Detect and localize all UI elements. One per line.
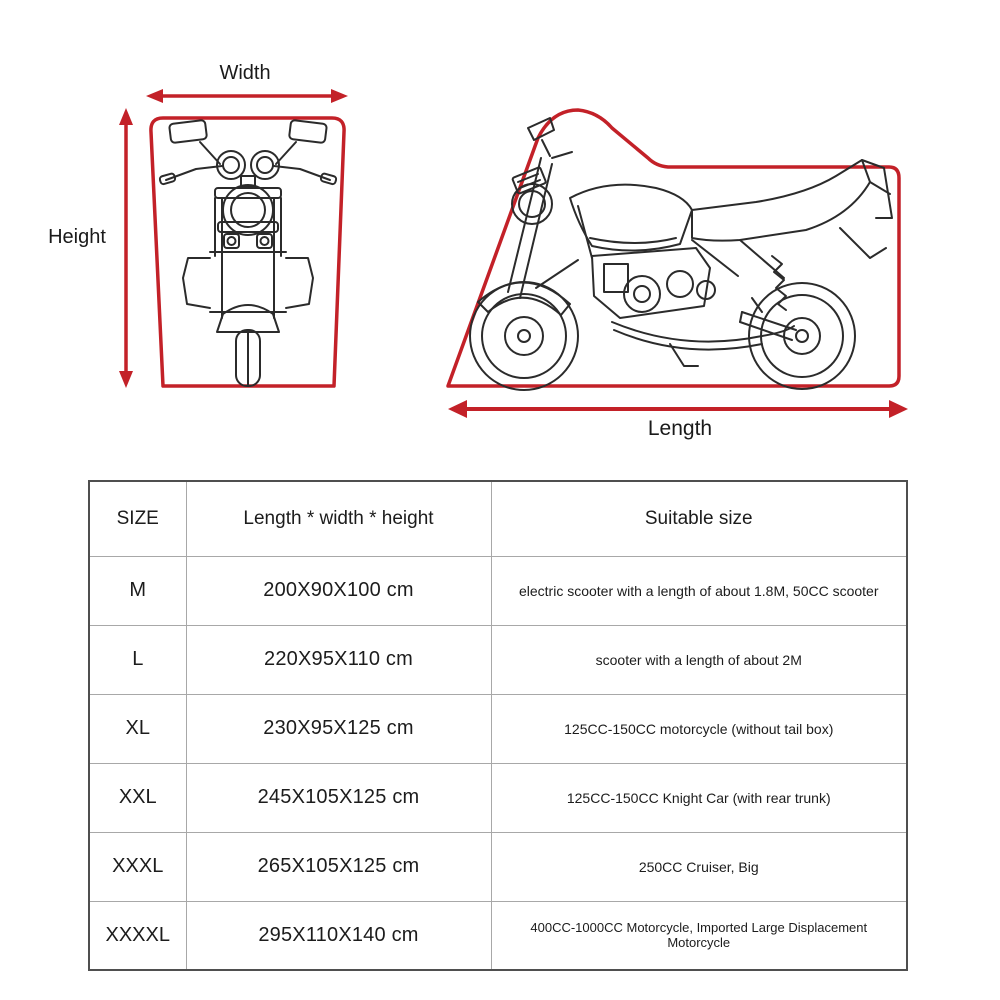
dimensions-value: 200X90X100 cm — [186, 556, 491, 625]
size-value: M — [89, 556, 186, 625]
height-label: Height — [48, 226, 106, 248]
table-header-row — [89, 481, 907, 556]
front-motorcycle-drawing — [159, 120, 337, 386]
dimensions-value: 245X105X125 cm — [186, 763, 491, 832]
dimensions-value: 230X95X125 cm — [186, 694, 491, 763]
size-table — [88, 480, 908, 971]
height-arrow-icon — [116, 106, 136, 390]
dimensions-value: 265X105X125 cm — [186, 832, 491, 901]
suitable-value: 125CC-150CC motorcycle (without tail box) — [491, 694, 907, 763]
dimensions-value: 295X110X140 cm — [186, 901, 491, 970]
table-row — [89, 625, 907, 694]
size-value: L — [89, 625, 186, 694]
size-value: XXL — [89, 763, 186, 832]
header-dimensions: Length * width * height — [186, 481, 491, 556]
size-value: XXXL — [89, 832, 186, 901]
table-row — [89, 901, 907, 970]
side-view-figure — [440, 98, 910, 398]
table-row — [89, 556, 907, 625]
side-motorcycle-drawing — [470, 118, 892, 390]
side-cover-outline — [448, 110, 899, 386]
header-suitable: Suitable size — [491, 481, 907, 556]
suitable-value: 250CC Cruiser, Big — [491, 832, 907, 901]
suitable-value: 125CC-150CC Knight Car (with rear trunk) — [491, 763, 907, 832]
table-row — [89, 832, 907, 901]
suitable-value: electric scooter with a length of about 1.8M, 50CC scooter — [491, 556, 907, 625]
suitable-value: 400CC-1000CC Motorcycle, Imported Large Displacement Motorcycle — [491, 901, 907, 970]
size-value: XL — [89, 694, 186, 763]
width-label: Width — [219, 62, 271, 84]
table-row — [89, 763, 907, 832]
table-row — [89, 694, 907, 763]
front-view-figure — [138, 106, 358, 398]
length-label: Length — [647, 417, 713, 440]
header-size: SIZE — [89, 481, 186, 556]
size-value: XXXXL — [89, 901, 186, 970]
width-arrow-icon — [144, 86, 350, 106]
suitable-value: scooter with a length of about 2M — [491, 625, 907, 694]
dimensions-value: 220X95X110 cm — [186, 625, 491, 694]
